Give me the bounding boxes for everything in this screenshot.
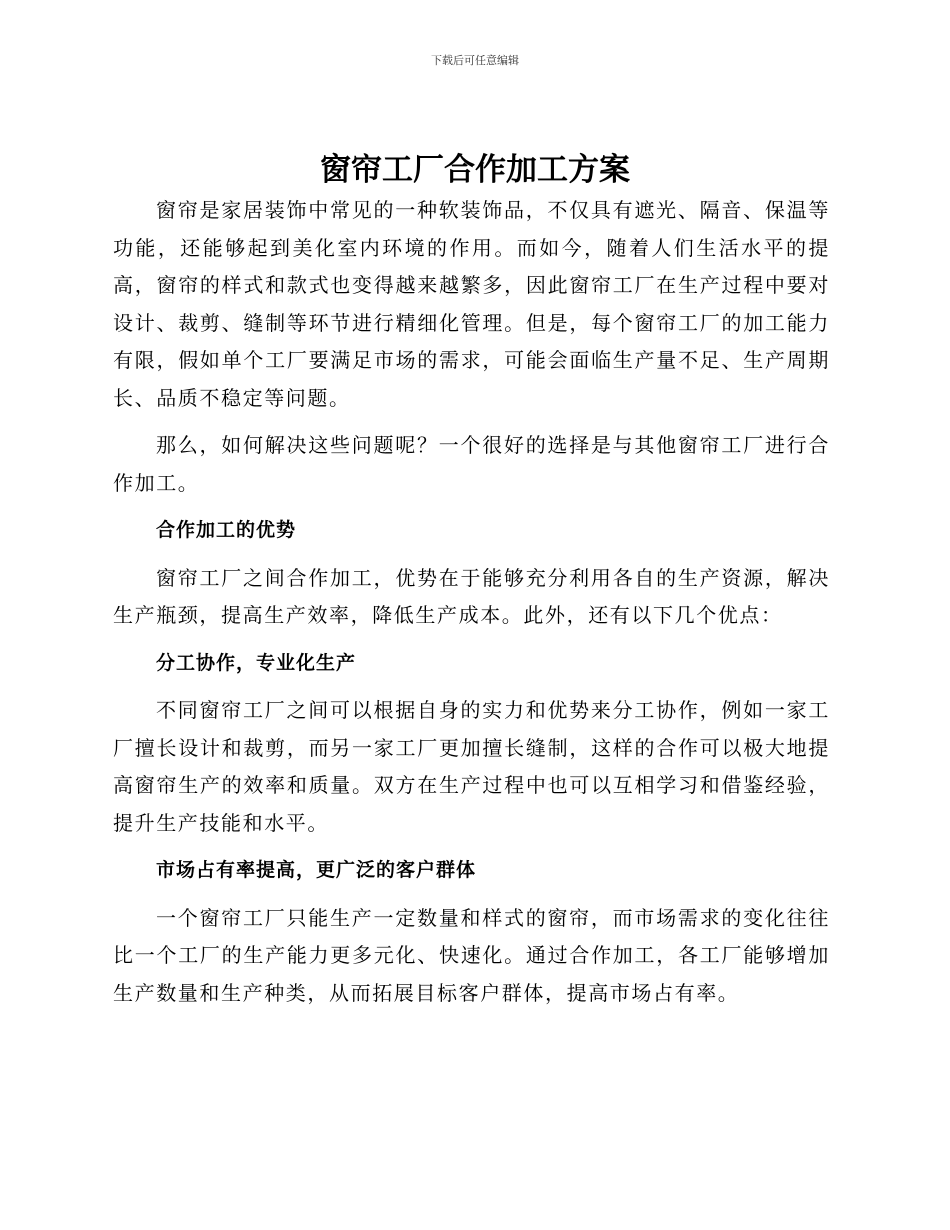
intro-paragraph-2: 那么，如何解决这些问题呢？一个很好的选择是与其他窗帘工厂进行合作加工。 [113,433,830,495]
document-title: 窗帘工厂合作加工方案 [320,152,630,188]
header-note: 下载后可任意编辑 [431,54,519,67]
section-heading-division-of-labor: 分工协作，专业化生产 [156,651,357,674]
section-body-market-share: 一个窗帘工厂只能生产一定数量和样式的窗帘，而市场需求的变化往往比一个工厂的生产能力更多元化、快速化。通过合作加工，各工厂能够增加生产数量和生产种类，从而拓展目标客户群体，提高市场占有率。 [113,905,830,1005]
section-body-division-of-labor: 不同窗帘工厂之间可以根据自身的实力和优势来分工协作，例如一家工厂擅长设计和裁剪，而另一家工厂更加擅长缝制，这样的合作可以极大地提高窗帘生产的效率和质量。双方在生产过程中也可以互相学习和借鉴经验，提升生产技能和水平。 [113,698,830,835]
section-heading-advantages: 合作加工的优势 [156,519,297,541]
section-heading-market-share: 市场占有率提高，更广泛的客户群体 [156,859,477,881]
section-body-advantages: 窗帘工厂之间合作加工，优势在于能够充分利用各自的生产资源，解决生产瓶颈，提高生产效率，降低生产成本。此外，还有以下几个优点： [113,565,830,627]
document-body [113,192,830,1022]
intro-paragraph-1: 窗帘是家居装饰中常见的一种软装饰品，不仅具有遮光、隔音、保温等功能，还能够起到美化室内环境的作用。而如今，随着人们生活水平的提高，窗帘的样式和款式也变得越来越繁多，因此窗帘工厂在生产过程中要对设计、裁剪、缝制等环节进行精细化管理。但是，每个窗帘工厂的加工能力有限，假如单个工厂要满足市场的需求，可能会面临生产量不足、生产周期长、品质不稳定等问题。 [113,198,830,410]
